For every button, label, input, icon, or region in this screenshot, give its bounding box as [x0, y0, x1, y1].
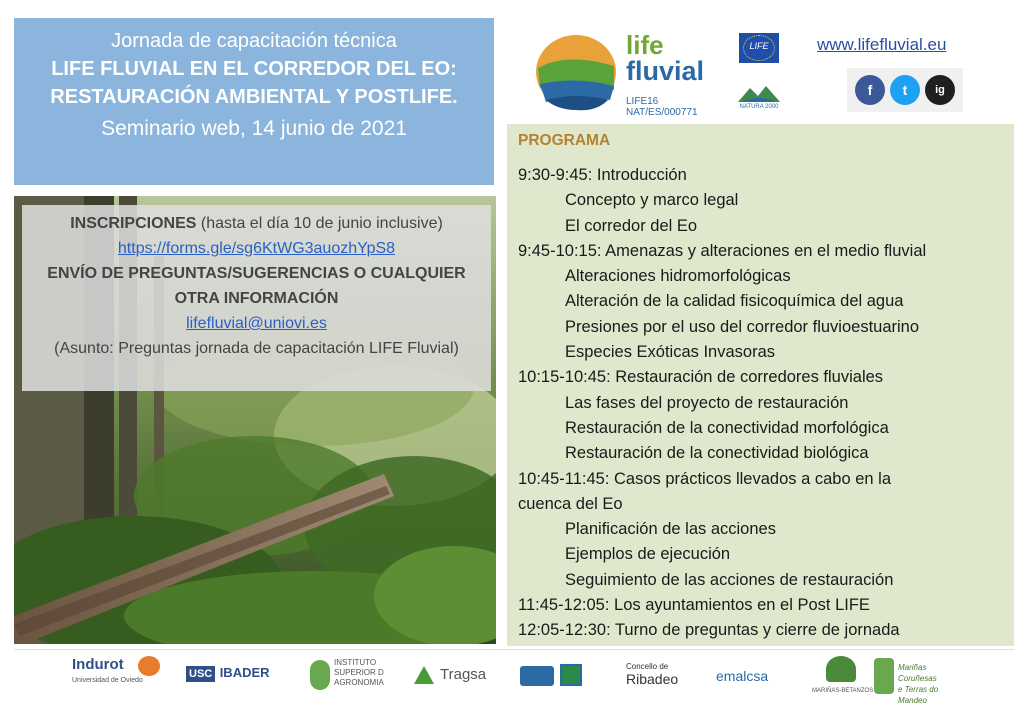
program-subitem: Restauración de la conectividad biológica: [565, 444, 869, 463]
ribadeo-name: Ribadeo: [626, 671, 679, 687]
footer-divider: [14, 649, 1014, 650]
program-subitem: Presiones por el uso del corredor fluvioestuarino: [565, 317, 920, 336]
tragsa-logo: [414, 664, 498, 708]
marinas-betanzos-logo: [812, 656, 872, 700]
natura-text: NATURA 2000: [739, 104, 779, 110]
concello-ribadeo-logo: [626, 662, 696, 706]
registration-title: INSCRIPCIONES: [70, 215, 197, 232]
facebook-icon[interactable]: f: [855, 75, 885, 105]
program-subitem: Planificación de las acciones: [565, 520, 776, 539]
instagram-icon[interactable]: ig: [925, 75, 955, 105]
program-item: 12:05-12:30: Turno de preguntas y cierre de jornada: [518, 621, 900, 640]
program-subitem: El corredor del Eo: [565, 216, 698, 235]
program-subitem: Seguimiento de las acciones de restauración: [565, 570, 894, 589]
tragsa-name: Tragsa: [440, 666, 487, 683]
usc-mark: USC: [186, 666, 215, 682]
isa-line-2: SUPERIOR D: [334, 668, 384, 677]
program-subitem: Concepto y marco legal: [565, 191, 739, 210]
indurot-sub: Universidad de Oviedo: [72, 677, 143, 684]
program-heading: PROGRAMA: [518, 132, 611, 149]
marinas-right-line-1: Mariñas Coruñesas: [898, 663, 937, 683]
program-subitem: Ejemplos de ejecución: [565, 545, 731, 564]
program-item: 10:15-10:45: Restauración de corredores fluviales: [518, 368, 884, 387]
program-item: 10:45-11:45: Casos prácticos llevados a cabo en la: [518, 469, 892, 488]
marinas-corunesas-logo: [874, 656, 956, 705]
marinas-name: MARIÑAS-BETANZOS: [812, 688, 874, 694]
registration-panel: [22, 205, 491, 391]
marinas-right-line-2: e Terras do Mandeo: [898, 685, 939, 705]
instituto-agronomia-logo: [310, 656, 396, 700]
isa-line-3: AGRONOMIA: [334, 678, 384, 687]
program-item: 11:45-12:05: Los ayuntamientos en el Post LIFE: [518, 596, 870, 615]
eu-life-text: LIFE: [749, 41, 769, 51]
registration-heading: [22, 211, 491, 236]
program-subitem: Alteraciones hidromorfológicas: [565, 267, 791, 286]
program-list: [518, 163, 1008, 644]
contact-email-link[interactable]: lifefluvial@uniovi.es: [186, 315, 327, 332]
registration-deadline: (hasta el día 10 de junio inclusive): [196, 215, 443, 232]
project-code: LIFE16 NAT/ES/000771: [626, 96, 698, 118]
website-link[interactable]: www.lifefluvial.eu: [817, 35, 947, 54]
concello-label: Concello de: [626, 662, 669, 671]
emalcsa-logo: [716, 668, 796, 712]
program-subitem: Especies Exóticas Invasoras: [565, 343, 776, 362]
logo-word-life: life: [626, 30, 664, 60]
program-item: cuenca del Eo: [518, 494, 623, 513]
social-links: [847, 68, 963, 112]
eu-life-logo: [739, 33, 779, 63]
event-title-box: [14, 18, 494, 185]
emalcsa-name: emalcsa: [716, 668, 769, 684]
email-subject-note: (Asunto: Preguntas jornada de capacitación LIFE Fluvial): [54, 340, 459, 357]
program-subitem: Las fases del proyecto de restauración: [565, 393, 849, 412]
indurot-logo: [72, 656, 164, 700]
program-subitem: Restauración de la conectividad morfológica: [565, 418, 889, 437]
ibader-name: IBADER: [219, 665, 270, 680]
questions-heading: ENVÍO DE PREGUNTAS/SUGERENCIAS O CUALQUIER OTRA INFORMACIÓN: [47, 265, 466, 307]
program-panel: [507, 124, 1014, 646]
registration-form-link[interactable]: https://forms.gle/sg6KtWG3auozhYpS8: [117, 240, 396, 257]
natura-2000-logo: [736, 80, 782, 112]
usc-ibader-logo: [186, 664, 278, 708]
logo-word-fluvial: fluvial: [626, 56, 705, 86]
program-subitem: Alteración de la calidad fisicoquímica del agua: [565, 292, 904, 311]
event-title-line-2: RESTAURACIÓN AMBIENTAL Y POSTLIFE.: [50, 86, 458, 108]
program-item: 9:30-9:45: Introducción: [518, 166, 687, 184]
aderiño-logos: [520, 656, 610, 700]
indurot-name: Indurot: [72, 656, 124, 673]
program-item: 9:45-10:15: Amenazas y alteraciones en el medio fluvial: [518, 241, 927, 260]
life-fluvial-logo: [536, 30, 726, 118]
isa-line-1: INSTITUTO: [334, 658, 377, 667]
event-subtitle: Jornada de capacitación técnica: [111, 30, 397, 52]
event-title-line-1: LIFE FLUVIAL EN EL CORREDOR DEL EO:: [51, 58, 457, 80]
event-date: Seminario web, 14 junio de 2021: [101, 117, 407, 140]
twitter-icon[interactable]: t: [890, 75, 920, 105]
